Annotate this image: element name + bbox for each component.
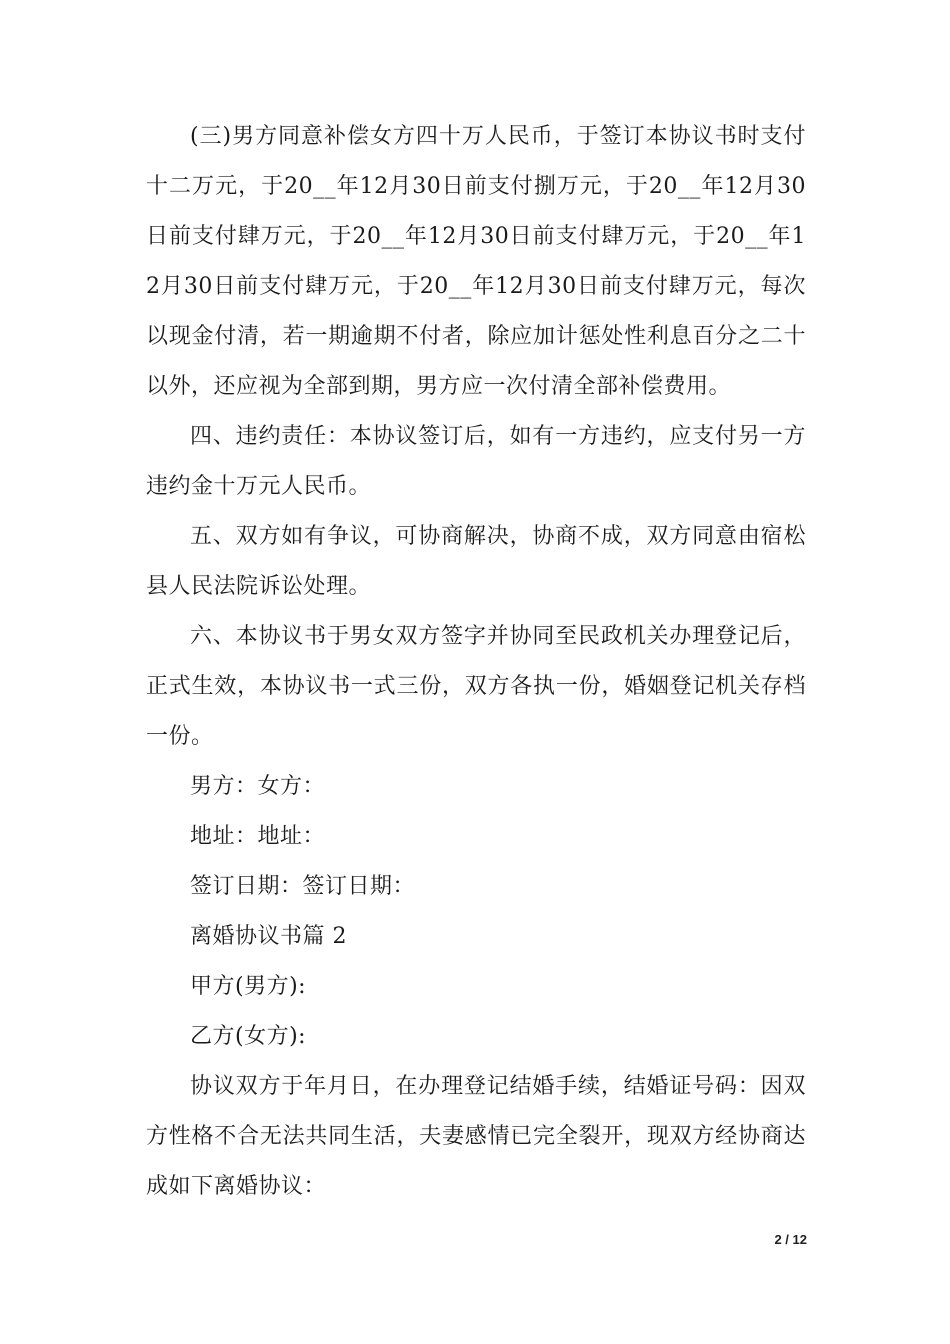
page-number: 2 / 12 xyxy=(774,1232,807,1247)
document-body xyxy=(146,112,806,1212)
paragraph-effectiveness: 六、本协议书于男女双方签字并协同至民政机关办理登记后，正式生效，本协议书一式三份，双方各执一份，婚姻登记机关存档一份。 xyxy=(146,624,806,749)
paragraph-intro: 协议双方于年月日，在办理登记结婚手续，结婚证号码：因双方性格不合无法共同生活，夫妻感情已完全裂开，现双方经协商达成如下离婚协议： xyxy=(146,1074,806,1199)
paragraph-breach-liability: 四、违约责任：本协议签订后，如有一方违约，应支付另一方违约金十万元人民币。 xyxy=(146,424,806,499)
signature-line-parties: 男方：女方： xyxy=(190,774,326,799)
signature-line-date: 签订日期：签订日期： xyxy=(190,874,416,899)
paragraph-compensation: (三)男方同意补偿女方四十万人民币，于签订本协议书时支付十二万元，于20__年12月30日前支付捌万元，于20__年12月30日前支付肆万元，于20__年12月30日前支付肆万元，于20__年12月30日前支付肆万元，于20__年12月30日前支付肆万元，每次以现金付清，若一期逾期不付者，除应加计惩处性利息百分之二十以外，还应视为全部到期，男方应一次付清全部补偿费用。 xyxy=(146,124,806,399)
signature-line-address: 地址：地址： xyxy=(190,824,326,849)
party-a-line: 甲方(男方): xyxy=(190,974,307,999)
section-title: 离婚协议书篇 2 xyxy=(190,924,347,949)
party-b-line: 乙方(女方): xyxy=(190,1024,307,1049)
paragraph-dispute-resolution: 五、双方如有争议，可协商解决，协商不成，双方同意由宿松县人民法院诉讼处理。 xyxy=(146,524,806,599)
